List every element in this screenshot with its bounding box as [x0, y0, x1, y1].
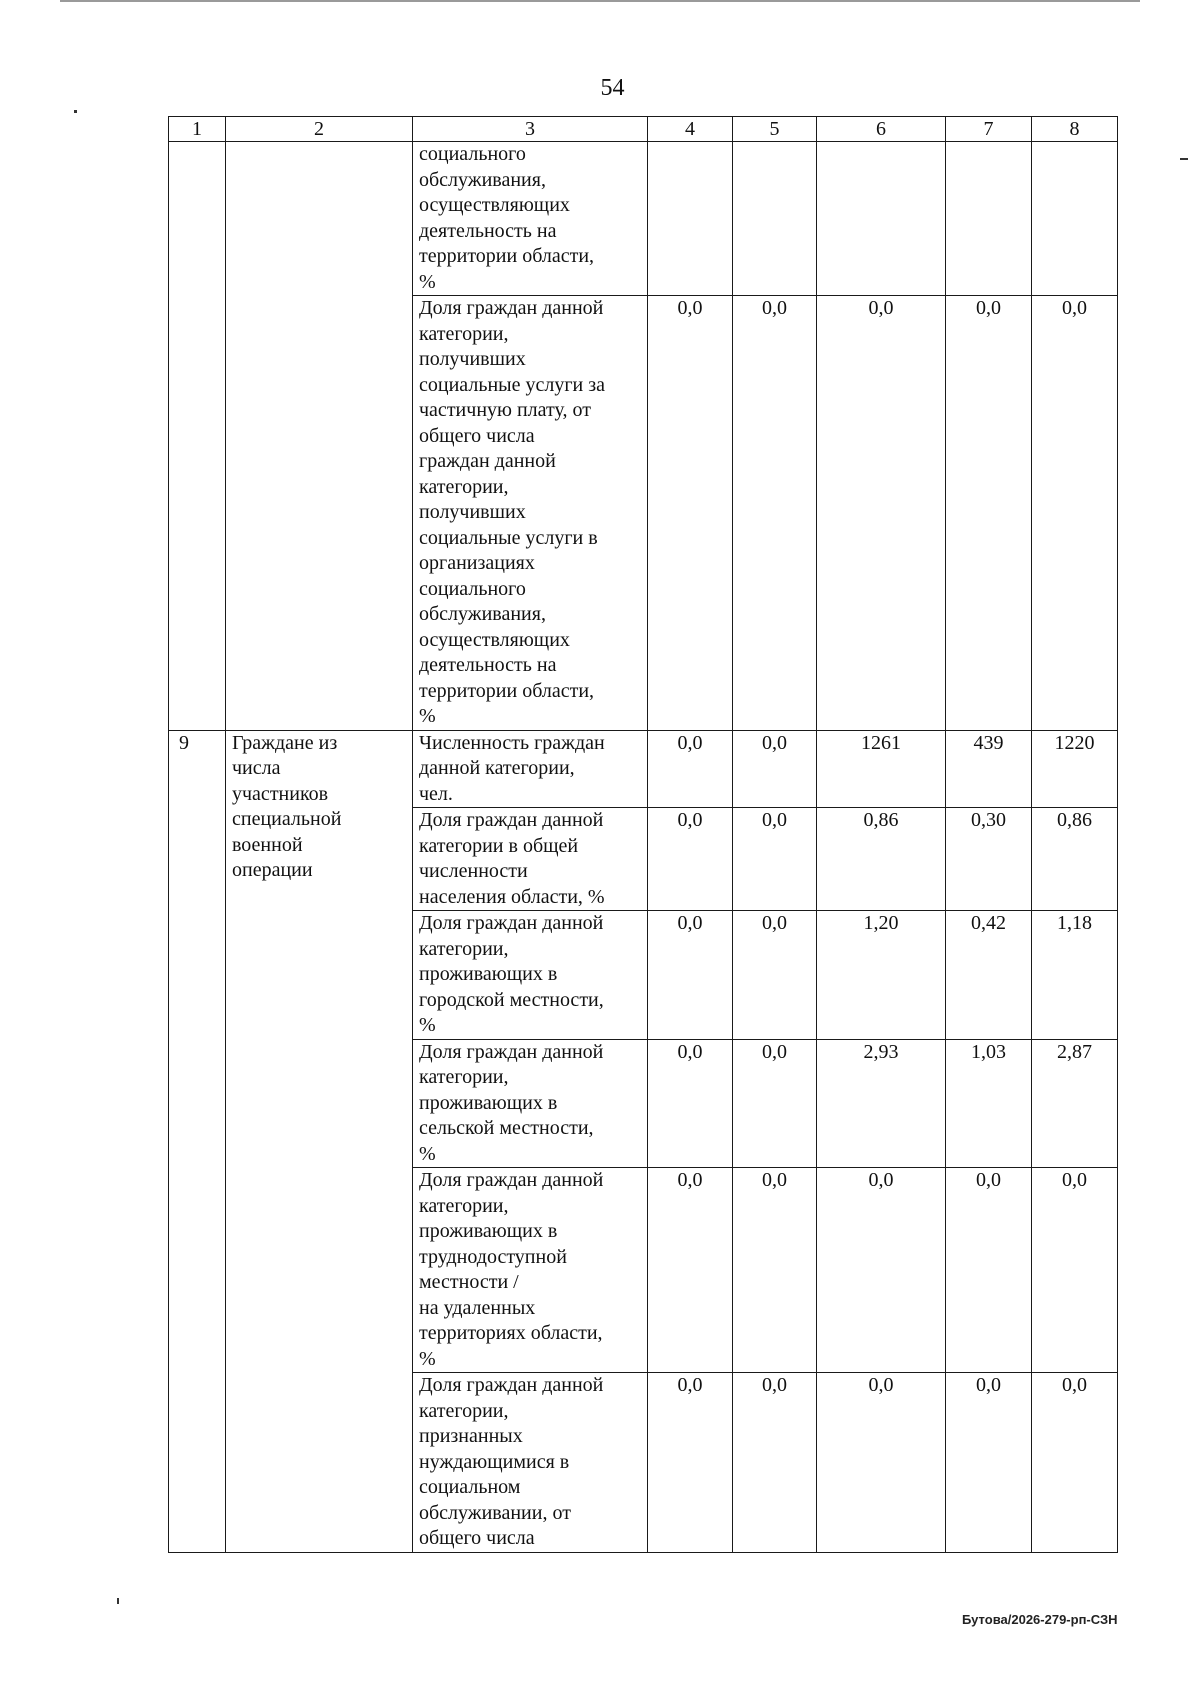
- column-number-cell: 5: [733, 117, 817, 142]
- value-cell: [1032, 142, 1118, 296]
- value-cell: 0,0: [648, 730, 733, 808]
- value-cell: 0,0: [648, 808, 733, 911]
- value-cell: 0,0: [817, 296, 946, 731]
- value-cell: 0,0: [1032, 1373, 1118, 1553]
- statistics-table: [168, 116, 1118, 1553]
- column-number-header-row: [169, 117, 1118, 142]
- column-number-cell: 2: [226, 117, 413, 142]
- value-cell: 2,93: [817, 1039, 946, 1168]
- scan-speck: [74, 110, 77, 113]
- value-cell: 0,0: [733, 1168, 817, 1373]
- page-number: 54: [600, 75, 625, 101]
- value-cell: 1,03: [946, 1039, 1032, 1168]
- column-number-cell: 7: [946, 117, 1032, 142]
- indicator-cell: Численность граждан данной категории, чел.: [413, 730, 648, 808]
- value-cell: 0,0: [733, 1373, 817, 1553]
- indicator-cell: Доля граждан данной категории, признанных нуждающимися в социальном обслуживании, от общего числа: [413, 1373, 648, 1553]
- value-cell: 1261: [817, 730, 946, 808]
- value-cell: 0,0: [733, 730, 817, 808]
- column-number-cell: 3: [413, 117, 648, 142]
- value-cell: 0,0: [733, 1039, 817, 1168]
- value-cell: 0,42: [946, 911, 1032, 1040]
- value-cell: 0,0: [648, 911, 733, 1040]
- value-cell: 0,0: [648, 1373, 733, 1553]
- value-cell: 0,0: [946, 296, 1032, 731]
- value-cell: 1220: [1032, 730, 1118, 808]
- row-number-cell: 9: [169, 730, 226, 1552]
- scan-edge-line: [60, 0, 1140, 4]
- value-cell: 0,0: [817, 1373, 946, 1553]
- value-cell: 0,0: [733, 808, 817, 911]
- value-cell: 0,0: [648, 1168, 733, 1373]
- value-cell: 0,30: [946, 808, 1032, 911]
- indicator-cell: Доля граждан данной категории в общей численности населения области, %: [413, 808, 648, 911]
- value-cell: 0,0: [733, 911, 817, 1040]
- table-row: [169, 730, 1118, 808]
- value-cell: 1,20: [817, 911, 946, 1040]
- value-cell: 0,0: [648, 296, 733, 731]
- indicator-cell: Доля граждан данной категории, проживающих в городской местности, %: [413, 911, 648, 1040]
- value-cell: [648, 142, 733, 296]
- value-cell: 0,0: [817, 1168, 946, 1373]
- value-cell: 439: [946, 730, 1032, 808]
- value-cell: [946, 142, 1032, 296]
- row-number-cell: [169, 142, 226, 731]
- value-cell: 0,0: [946, 1168, 1032, 1373]
- column-number-cell: 1: [169, 117, 226, 142]
- column-number-cell: 8: [1032, 117, 1118, 142]
- category-cell: [226, 142, 413, 731]
- document-code: Бутова/2026-279-рп-СЗН: [962, 1612, 1118, 1627]
- table-row: [169, 142, 1118, 296]
- category-cell: Граждане из числа участников специальной военной операции: [226, 730, 413, 1552]
- value-cell: 0,0: [1032, 296, 1118, 731]
- table-body: [169, 117, 1118, 1553]
- column-number-cell: 6: [817, 117, 946, 142]
- value-cell: 0,0: [648, 1039, 733, 1168]
- indicator-cell: Доля граждан данной категории, проживающих в труднодоступной местности / на удаленных территориях области, %: [413, 1168, 648, 1373]
- scan-speck: [117, 1598, 119, 1604]
- value-cell: 1,18: [1032, 911, 1118, 1040]
- value-cell: [733, 142, 817, 296]
- value-cell: [817, 142, 946, 296]
- value-cell: 0,0: [946, 1373, 1032, 1553]
- value-cell: 0,86: [1032, 808, 1118, 911]
- indicator-cell: Доля граждан данной категории, получивших социальные услуги за частичную плату, от общего числа граждан данной категории, получивших социальные услуги в организациях социального обслуживания, осуществляющих деятельность на территории области, %: [413, 296, 648, 731]
- value-cell: 0,86: [817, 808, 946, 911]
- value-cell: 0,0: [733, 296, 817, 731]
- value-cell: 0,0: [1032, 1168, 1118, 1373]
- scan-speck: [1180, 158, 1188, 160]
- indicator-cell: Доля граждан данной категории, проживающих в сельской местности, %: [413, 1039, 648, 1168]
- value-cell: 2,87: [1032, 1039, 1118, 1168]
- column-number-cell: 4: [648, 117, 733, 142]
- indicator-cell: социального обслуживания, осуществляющих деятельность на территории области, %: [413, 142, 648, 296]
